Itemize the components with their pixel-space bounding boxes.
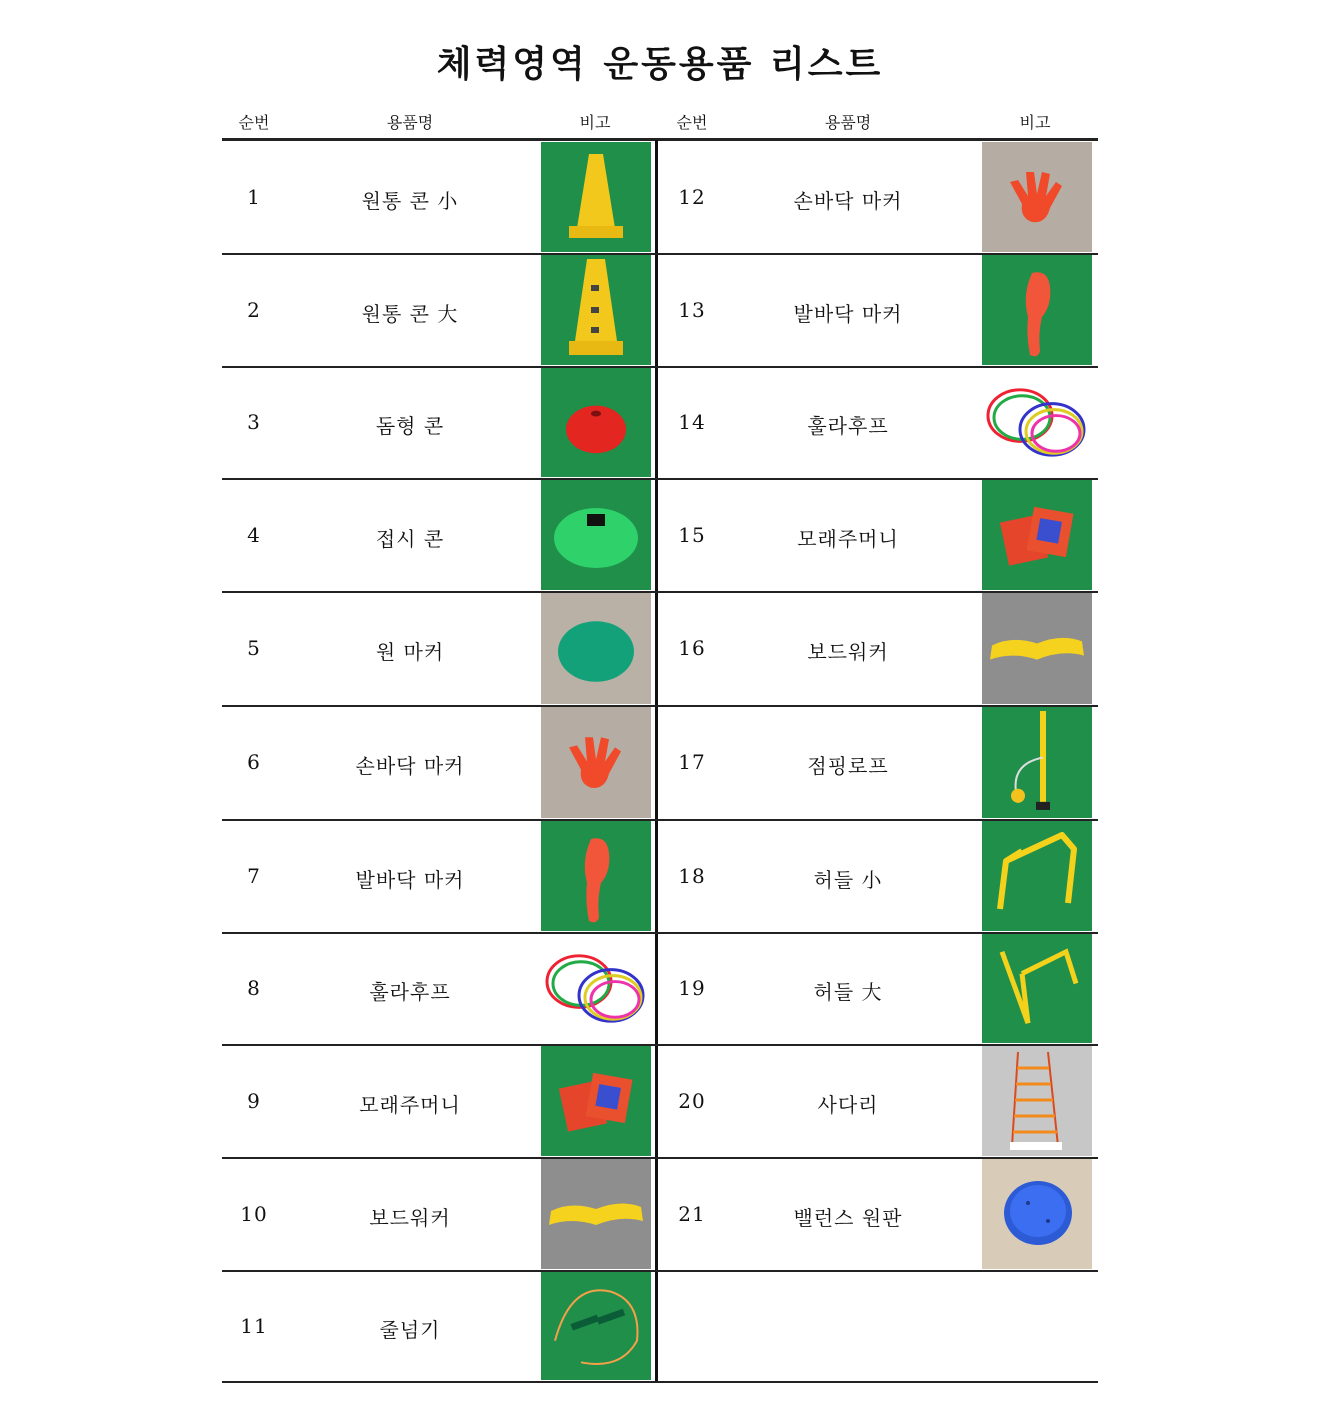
item-name: 돔형 콘 [375,414,445,438]
header-item-name: 용품명 [386,113,434,132]
item-name: 사다리 [817,1092,879,1117]
foot-marker-photo [982,255,1092,365]
item-name: 모래주머니 [359,1092,461,1117]
item-name: 훌라후프 [807,414,889,438]
large-cone-photo [541,255,651,365]
agility-ladder-photo [982,1046,1092,1156]
item-name: 보드워커 [807,640,889,664]
board-walker-photo [982,593,1092,704]
board-walker-photo [541,1159,651,1269]
item-name: 접시 콘 [375,526,445,551]
item-name: 손바닥 마커 [355,754,465,778]
row-divider [222,1157,1098,1159]
sandbag-photo [982,480,1092,590]
item-number: 9 [247,1088,261,1113]
item-name: 원 마커 [375,640,445,664]
foot-marker-photo [541,821,651,931]
header-item-name: 용품명 [824,113,872,132]
item-number: 8 [247,976,261,1000]
item-number: 7 [247,863,261,888]
item-name: 허들 大 [813,980,883,1004]
item-name: 허들 小 [813,867,883,892]
item-name: 점핑로프 [807,754,889,778]
row-divider [222,1381,1098,1383]
disc-cone-photo [541,480,651,590]
item-name: 줄넘기 [379,1317,441,1342]
large-hurdle-photo [982,934,1092,1043]
item-name: 손바닥 마커 [793,188,903,213]
item-name: 발바닥 마커 [355,867,465,892]
column-divider [655,140,658,1381]
item-name: 밸런스 원판 [793,1205,903,1230]
row-divider [222,478,1098,480]
hula-hoop-photo [982,368,1092,477]
row-divider [222,1044,1098,1046]
item-name: 원통 콘 小 [361,188,459,213]
item-number: 18 [678,863,706,888]
item-number: 12 [678,184,706,209]
item-name: 원통 콘 大 [361,301,459,326]
small-cone-photo [541,142,651,252]
row-divider [222,591,1098,593]
hand-marker-photo [541,707,651,818]
header-number: 순번 [238,113,270,132]
item-name: 보드워커 [369,1205,451,1230]
circle-marker-photo [541,593,651,704]
item-number: 20 [678,1088,706,1113]
item-number: 13 [678,297,706,322]
header-note: 비고 [579,113,611,132]
item-number: 21 [678,1201,706,1226]
item-number: 15 [678,522,706,547]
header-divider [222,138,1098,141]
row-divider [222,705,1098,707]
item-number: 11 [240,1313,268,1338]
item-number: 16 [678,636,706,660]
hula-hoop-photo [541,934,651,1043]
item-number: 10 [240,1201,268,1226]
dome-cone-photo [541,368,651,477]
item-number: 14 [678,410,706,434]
item-number: 4 [247,522,261,547]
item-number: 5 [247,636,261,660]
row-divider [222,932,1098,934]
hand-marker-photo [982,142,1092,252]
balance-disc-photo [982,1159,1092,1269]
item-number: 2 [247,297,261,322]
item-number: 19 [678,976,706,1000]
item-name: 모래주머니 [797,526,899,551]
item-number: 17 [678,750,706,774]
item-number: 1 [247,184,261,209]
row-divider [222,819,1098,821]
small-hurdle-photo [982,821,1092,931]
row-divider [222,366,1098,368]
row-divider [222,1270,1098,1272]
page-title: 체력영역 운동용품 리스트 [436,44,884,85]
item-name: 발바닥 마커 [793,301,903,326]
item-number: 3 [247,410,261,434]
jumping-rope-photo [982,707,1092,818]
jump-rope-photo [541,1272,651,1380]
sandbag-photo [541,1046,651,1156]
row-divider [222,253,1098,255]
item-number: 6 [247,750,261,774]
header-number: 순번 [676,113,708,132]
header-note: 비고 [1019,113,1051,132]
item-name: 훌라후프 [369,980,451,1004]
